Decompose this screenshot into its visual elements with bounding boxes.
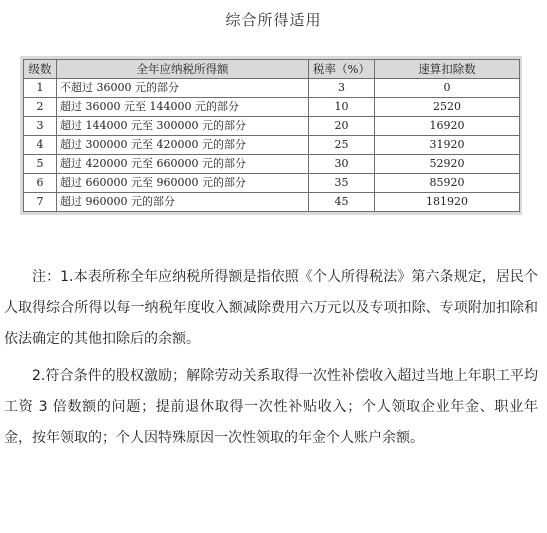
table-row	[24, 136, 520, 155]
cell-deduction: 2520	[375, 98, 520, 117]
cell-range: 超过 660000 元至 960000 元的部分	[57, 174, 309, 193]
header-quick-deduction: 速算扣除数	[375, 60, 520, 79]
header-taxable-income: 全年应纳税所得额	[57, 60, 309, 79]
table-row	[24, 98, 520, 117]
cell-deduction: 31920	[375, 136, 520, 155]
cell-deduction: 181920	[375, 193, 520, 212]
cell-level: 3	[24, 117, 57, 136]
header-level: 级数	[24, 60, 57, 79]
cell-range: 超过 960000 元的部分	[57, 193, 309, 212]
cell-range: 超过 420000 元至 660000 元的部分	[57, 155, 309, 174]
cell-range: 超过 36000 元至 144000 元的部分	[57, 98, 309, 117]
cell-range: 不超过 36000 元的部分	[57, 79, 309, 98]
cell-level: 6	[24, 174, 57, 193]
cell-range: 超过 300000 元至 420000 元的部分	[57, 136, 309, 155]
cell-rate: 10	[309, 98, 375, 117]
cell-rate: 35	[309, 174, 375, 193]
note-paragraph-1: 注：1.本表所称全年应纳税所得额是指依照《个人所得税法》第六条规定，居民个人取得综合所得以每一纳税年度收入额减除费用六万元以及专项扣除、专项附加扣除和依法确定的其他扣除后的余额。	[4, 269, 538, 347]
cell-deduction: 85920	[375, 174, 520, 193]
table-row	[24, 174, 520, 193]
table-row	[24, 155, 520, 174]
cell-level: 7	[24, 193, 57, 212]
cell-level: 2	[24, 98, 57, 117]
tax-rate-table	[23, 59, 520, 212]
header-tax-rate: 税率（%）	[309, 60, 375, 79]
cell-deduction: 16920	[375, 117, 520, 136]
page-title: 综合所得适用	[225, 11, 322, 29]
table-row	[24, 193, 520, 212]
tax-rate-table-frame	[20, 56, 522, 215]
cell-rate: 30	[309, 155, 375, 174]
cell-level: 4	[24, 136, 57, 155]
notes-section	[4, 262, 538, 460]
table-row	[24, 79, 520, 98]
cell-deduction: 52920	[375, 155, 520, 174]
cell-level: 5	[24, 155, 57, 174]
cell-range: 超过 144000 元至 300000 元的部分	[57, 117, 309, 136]
cell-rate: 20	[309, 117, 375, 136]
note-paragraph-2: 2.符合条件的股权激励；解除劳动关系取得一次性补偿收入超过当地上年职工平均工资 3 倍数额的问题；提前退休取得一次性补贴收入；个人领取企业年金、职业年金，按年领取的；个人因特殊原因一次性领取的年金个人账户余额。	[4, 368, 538, 446]
table-row	[24, 117, 520, 136]
cell-level: 1	[24, 79, 57, 98]
cell-rate: 45	[309, 193, 375, 212]
cell-rate: 25	[309, 136, 375, 155]
cell-deduction: 0	[375, 79, 520, 98]
cell-rate: 3	[309, 79, 375, 98]
table-header-row	[24, 60, 520, 79]
